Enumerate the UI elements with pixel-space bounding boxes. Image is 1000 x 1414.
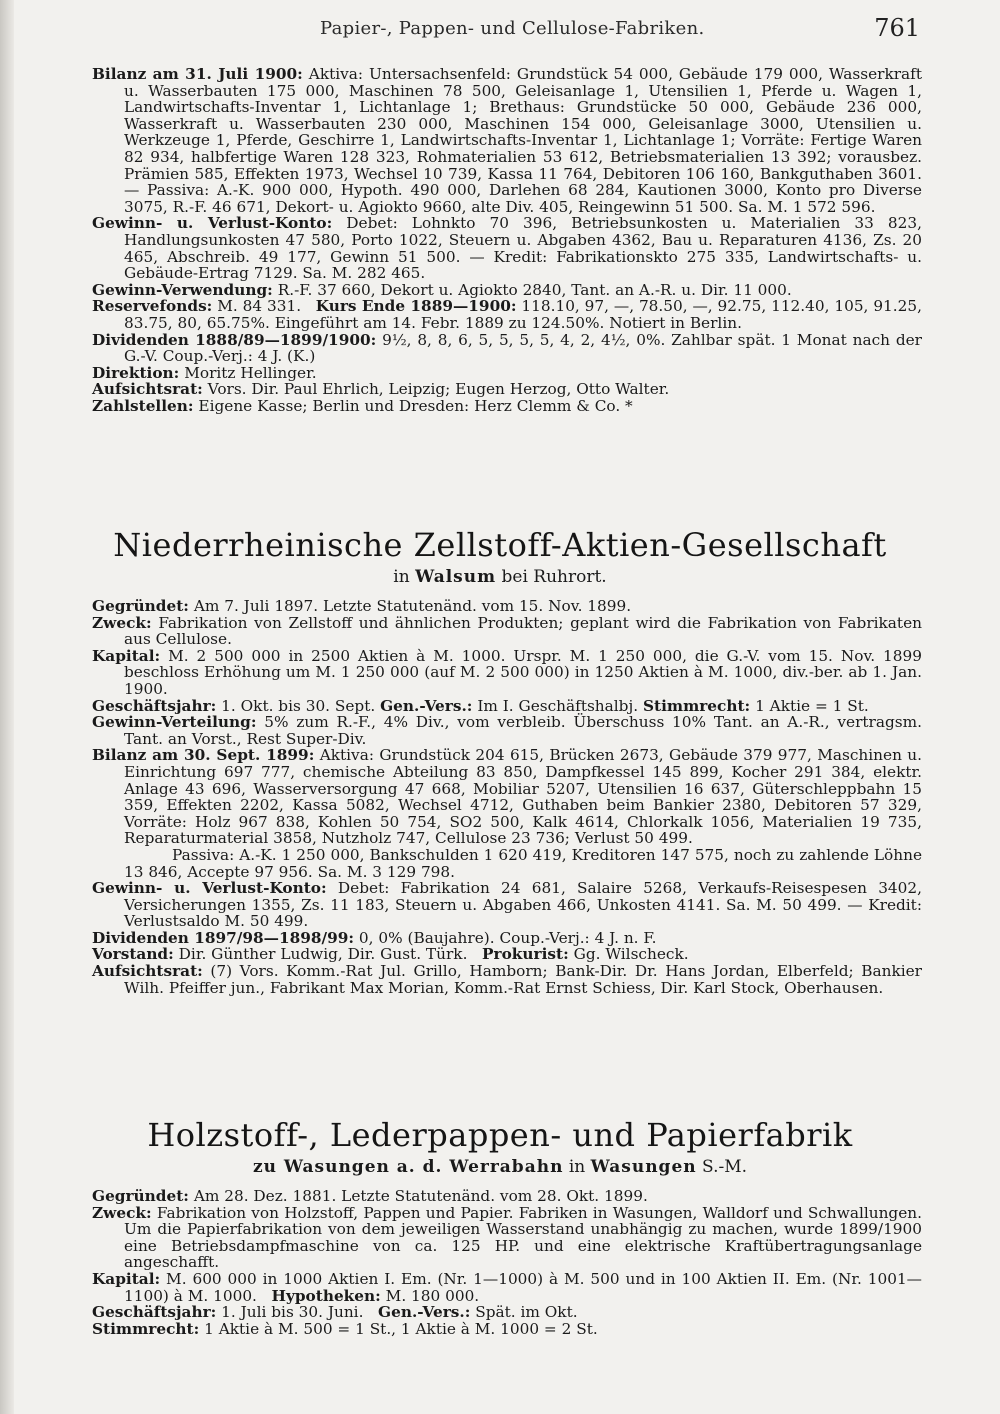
prev-entry-block (92, 66, 922, 414)
company1-title: Niederrheinische Zellstoff-Aktien-Gesellschaft (113, 526, 887, 564)
prev-dividenden: Dividenden 1888/89—1899/1900: 9½, 8, 8, 6, 5, 5, 5, 5, 4, 2, 4½, 0%. Zahlbar spät. 1 Monat nach der G.-V. Coup.-Verj.: 4 J. (K.) (92, 330, 922, 366)
running-header: Papier-, Pappen- und Cellulose-Fabriken. (320, 18, 705, 39)
prev-bilanz: Bilanz am 31. Juli 1900: Aktiva: Untersachsenfeld: Grundstück 54 000, Gebäude 179 000, Wasserkraft u. Wasserbauten 175 000, Maschinen 78 500, Geleisanlage 1, Utensilien 1, Pferde u. Wagen 1, Landwirtschafts-Inventar 1, Lichtanlage 1; Brethaus: Grundstücke 50 000, Gebäude 236 000, Wasserkraft u. Wasserbauten 230 000, Maschinen 154 000, Geleisanlage 3000, Utensilien u. Werkzeuge 1, Pferde, Geschirre 1, Landwirtschafts-Inventar 1, Lichtanlage 1; Vorräte: Fertige Waren 82 934, halbfertige Waren 128 323, Rohmaterialien 53 612, Betriebsmaterialien 13 392; vorausbez. Prämien 585, Effekten 1973, Wechsel 10 739, Kassa 11 764, Debitoren 106 160, Bankguthaben 3601. — Passiva: A.-K. 900 000, Hypoth. 490 000, Darlehen 68 284, Kautionen 3000, Konto pro Diverse 3075, R.-F. 46 671, Dekort- u. Agiokto 9660, alte Div. 405, Reingewinn 51 500. Sa. M. 1 572 596. (92, 65, 922, 216)
company1-bilanz: Bilanz am 30. Sept. 1899: Aktiva: Grundstück 204 615, Brücken 2673, Gebäude 379 977, Maschinen u. Einrichtung 697 777, chemische Abteilung 83 850, Dampfkessel 145 899, Kocher 291 384, elektr. Anlage 43 696, Wasserversorgung 47 668, Mobiliar 5207, Utensilien 16 637, Güterschleppbahn 15 359, Effekten 2202, Kassa 5082, Wechsel 4712, Guthaben beim Bankier 2380, Debitoren 57 329, Vorräte: Holz 967 838, Kohlen 50 754, SO2 500, Kalk 4614, Chlorkalk 1056, Materialien 19 735, Reparaturmaterial 3858, Nutzholz 747, Cellulose 23 736; Verlust 50 499. (92, 746, 922, 848)
company1-gewinn-verteilung: Gewinn-Verteilung: 5% zum R.-F., 4% Div., vom verbleib. Überschuss 10% Tant. an A.-R., vertragsm. Tant. an Vorst., Rest Super-Div. (92, 713, 922, 748)
company2-location: zu Wasungen a. d. Werrabahn in Wasungen S.-M. (252, 1157, 748, 1177)
company1-gegruendet: Gegründet: Am 7. Juli 1897. Letzte Statutenänd. vom 15. Nov. 1899. (92, 597, 632, 615)
company2-gegruendet: Gegründet: Am 28. Dez. 1881. Letzte Statutenänd. vom 28. Okt. 1899. (92, 1187, 648, 1205)
company1-location: in Walsum bei Ruhrort. (393, 567, 607, 587)
company1-kapital: Kapital: M. 2 500 000 in 2500 Aktien à M. 1000. Urspr. M. 1 250 000, die G.-V. vom 15. Nov. 1899 beschloss Erhöhung um M. 1 250 000 (auf M. 2 500 000) in 1250 Aktien à M. 1000, div.-ber. ab 1. Jan. 1900. (92, 646, 922, 698)
company2-zweck: Zweck: Fabrikation von Holzstoff, Pappen und Papier. Fabriken in Wasungen, Walldorf und Schwallungen. Um die Papierfabrikation von dem jeweiligen Wasserstand unabhängig zu machen, wurde 1899/1900 eine Betriebsdampfmaschine von ca. 125 HP. und eine elektrische Kraftübertragungsanlage angeschafft. (92, 1203, 922, 1272)
company1-passiva: Passiva: A.-K. 1 250 000, Bankschulden 1 620 419, Kreditoren 147 575, noch zu zahlende Löhne 13 846, Accepte 97 956. Sa. M. 3 129 798. (124, 845, 922, 881)
company1-gewinn-verlust: Gewinn- u. Verlust-Konto: Debet: Fabrikation 24 681, Salaire 5268, Verkaufs-Reisespesen 3402, Versicherungen 1355, Zs. 11 183, Steuern u. Abgaben 466, Unkosten 4141. Sa. M. 50 499. — Kredit: Verlustsaldo M. 50 499. (92, 879, 922, 931)
company2-block (92, 1188, 922, 1337)
company1-vorstand: Vorstand: Dir. Günther Ludwig, Dir. Gust. Türk. Prokurist: Gg. Wilscheck. (92, 945, 689, 964)
page-binding-edge (0, 0, 14, 1414)
prev-direktion: Direktion: Moritz Hellinger. (92, 363, 317, 382)
prev-reservefonds-kurs: Reservefonds: M. 84 331. Kurs Ende 1889—1900: 118.10, 97, —, 78.50, —, 92.75, 112.40, 105, 91.25, 83.75, 80, 65.75%. Eingeführt am 14. Febr. 1889 zu 124.50%. Notiert in Berlin. (92, 297, 922, 332)
prev-zahlstellen: Zahlstellen: Eigene Kasse; Berlin und Dresden: Herz Clemm & Co. * (92, 396, 633, 415)
company2-kapital: Kapital: M. 600 000 in 1000 Aktien I. Em. (Nr. 1—1000) à M. 500 und in 100 Aktien II. Em. (Nr. 1001—1100) à M. 1000. Hypotheken: M. 180 000. (92, 1269, 922, 1305)
company2-title: Holzstoff-, Lederpappen- und Papierfabrik (147, 1116, 853, 1154)
company1-dividenden: Dividenden 1897/98—1898/99: 0, 0% (Baujahre). Coup.-Verj.: 4 J. n. F. (92, 928, 657, 947)
company2-geschaeftsjahr: Geschäftsjahr: 1. Juli bis 30. Juni. Gen.-Vers.: Spät. im Okt. (92, 1303, 578, 1322)
company1-block (92, 598, 922, 996)
company1-zweck: Zweck: Fabrikation von Zellstoff und ähnlichen Produkten; geplant wird die Fabrikation von Fabrikaten aus Cellulose. (92, 613, 922, 649)
company2-stimmrecht: Stimmrecht: 1 Aktie à M. 500 = 1 St., 1 Aktie à M. 1000 = 2 St. (92, 1319, 598, 1338)
page-number: 761 (874, 14, 920, 42)
prev-gewinn-verwendung: Gewinn-Verwendung: R.-F. 37 660, Dekort u. Agiokto 2840, Tant. an A.-R. u. Dir. 11 000. (92, 280, 792, 299)
prev-aufsichtsrat: Aufsichtsrat: Vors. Dir. Paul Ehrlich, Leipzig; Eugen Herzog, Otto Walter. (92, 380, 670, 399)
company1-aufsichtsrat: Aufsichtsrat: (7) Vors. Komm.-Rat Jul. Grillo, Hamborn; Bank-Dir. Dr. Hans Jordan, Elberfeld; Bankier Wilh. Pfeiffer jun., Fabrikant Max Morian, Komm.-Rat Ernst Schiess, Dir. Karl Stock, Oberhausen. (92, 962, 922, 997)
prev-gewinn-verlust: Gewinn- u. Verlust-Konto: Debet: Lohnkto 70 396, Betriebsunkosten u. Materialien 33 823, Handlungsunkosten 47 580, Porto 1022, Steuern u. Abgaben 4362, Bau u. Reparaturen 4136, Zs. 20 465, Abschreib. 49 177, Gewinn 51 500. — Kredit: Fabrikationskto 275 335, Landwirtschafts- u. Gebäude-Ertrag 7129. Sa. M. 282 465. (92, 214, 922, 283)
company1-geschaeftsjahr: Geschäftsjahr: 1. Okt. bis 30. Sept. Gen.-Vers.: Im I. Geschäftshalbj. Stimmrecht: 1 Aktie = 1 St. (92, 696, 869, 715)
